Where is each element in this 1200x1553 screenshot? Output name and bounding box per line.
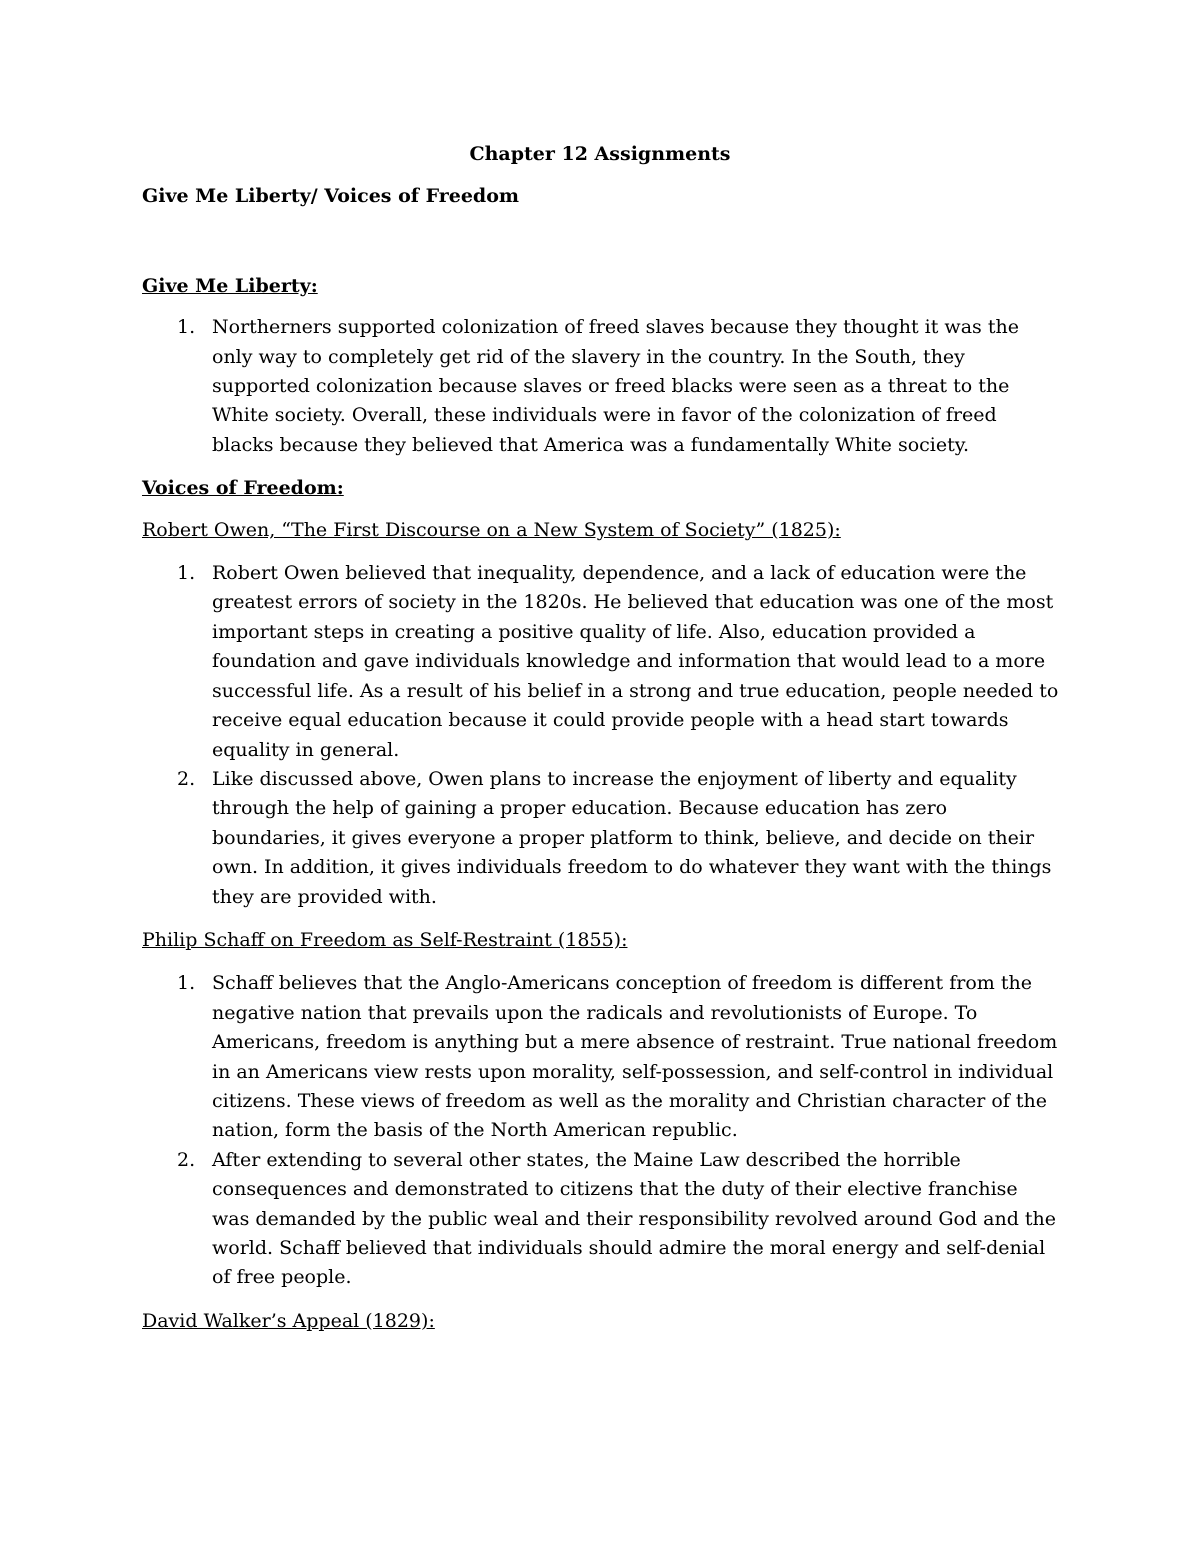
list-item-number: 1.: [177, 972, 196, 995]
list-item-number: 2.: [177, 767, 196, 790]
list-item: [142, 559, 1060, 765]
document-subtitle: Give Me Liberty/ Voices of Freedom: [142, 185, 519, 208]
list-owen: [142, 559, 1060, 912]
source-heading-walker: David Walker’s Appeal (1829):: [142, 1309, 435, 1332]
section-heading-voices-of-freedom: Voices of Freedom:: [142, 477, 344, 500]
list-schaff: [142, 969, 1060, 1292]
list-item: [142, 765, 1060, 912]
list-item-text: Northerners supported colonization of freed slaves because they thought it was the only way to completely get rid of the slavery in the country. In the South, they supported colonization because slaves or freed blacks were seen as a threat to the White society. Overall, these individuals were in favor of the colonization of freed blacks because they believed that America was a fundamentally White society.: [212, 316, 1019, 456]
list-item-text: Like discussed above, Owen plans to increase the enjoyment of liberty and equality through the help of gaining a proper education. Because education has zero boundaries, it gives everyone a proper platform to think, believe, and decide on their own. In addition, it gives individuals freedom to do whatever they want with the things they are provided with.: [212, 767, 1052, 908]
list-item-number: 1.: [177, 316, 196, 339]
list-give-me-liberty: [142, 313, 1060, 460]
list-item-text: Schaff believes that the Anglo-Americans conception of freedom is different from the negative nation that prevails upon the radicals and revolutionists of Europe. To Americans, freedom is anything but a mere absence of restraint. True national freedom in an Americans view rests upon morality, self-possession, and self-control in individual citizens. These views of freedom as well as the morality and Christian character of the nation, form the basis of the North American republic.: [212, 972, 1058, 1142]
list-item-number: 1.: [177, 562, 196, 585]
list-item-number: 2.: [177, 1148, 196, 1171]
source-heading-schaff: Philip Schaff on Freedom as Self-Restraint (1855):: [142, 928, 628, 951]
list-item: [142, 313, 1060, 460]
source-heading-owen: Robert Owen, “The First Discourse on a New System of Society” (1825):: [142, 518, 841, 541]
list-item-text: Robert Owen believed that inequality, dependence, and a lack of education were the greatest errors of society in the 1820s. He believed that education was one of the most important steps in creating a positive quality of life. Also, education provided a foundation and gave individuals knowledge and information that would lead to a more successful life. As a result of his belief in a strong and true education, people needed to receive equal education because it could provide people with a head start towards equality in general.: [212, 562, 1059, 761]
list-item: [142, 1146, 1060, 1293]
document-title: Chapter 12 Assignments: [469, 143, 731, 165]
document-page: [142, 140, 1060, 1350]
section-heading-give-me-liberty: Give Me Liberty:: [142, 274, 318, 297]
list-item-text: After extending to several other states, the Maine Law described the horrible consequences and demonstrated to citizens that the duty of their elective franchise was demanded by the public weal and their responsibility revolved around God and the world. Schaff believed that individuals should admire the moral energy and self-denial of free people.: [212, 1148, 1057, 1289]
list-item: [142, 969, 1060, 1145]
